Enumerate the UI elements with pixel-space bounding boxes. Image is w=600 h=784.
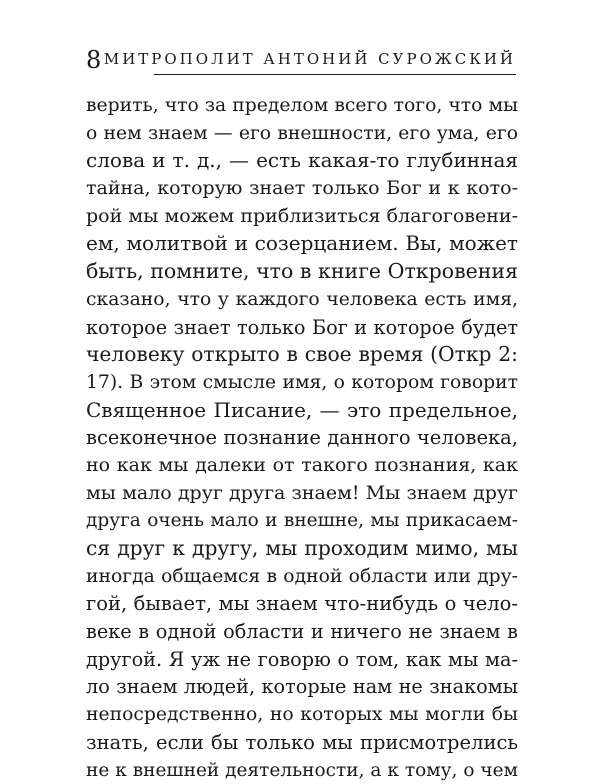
text-line: которое знает только Бог и которое будет: [86, 314, 518, 342]
text-line: ся друг к другу, мы проходим мимо, мы: [86, 535, 518, 563]
body-text: [86, 92, 518, 784]
page-number: 8: [86, 45, 101, 75]
text-line: непосредственно, но которых мы могли бы: [86, 701, 518, 729]
header-rule: [154, 74, 516, 75]
text-line: веке в одной области и ничего не знаем в: [86, 618, 518, 646]
text-line: рой мы можем приблизиться благоговени-: [86, 203, 518, 231]
text-line: гой, бывает, мы знаем что-нибудь о чело-: [86, 590, 518, 618]
text-line: Священное Писание, — это предельное,: [86, 397, 518, 425]
text-line: о нем знаем — его внешности, его ума, его: [86, 120, 518, 148]
text-line: 17). В этом смысле имя, о котором говорит: [86, 369, 518, 397]
text-line: всеконечное познание данного человека,: [86, 424, 518, 452]
text-line: мы мало друг друга знаем! Мы знаем друг: [86, 480, 518, 508]
text-line: другой. Я уж не говорю о том, как мы ма-: [86, 646, 518, 674]
text-line: друга очень мало и внешне, мы прикасаем-: [86, 507, 518, 535]
text-line: не к внешней деятельности, а к тому, о чем: [86, 757, 518, 784]
text-line: слова и т. д., — есть какая-то глубинная: [86, 147, 518, 175]
text-line: иногда общаемся в одной области или дру-: [86, 563, 518, 591]
page-header: [86, 45, 516, 75]
running-title: МИТРОПОЛИТ АНТОНИЙ СУРОЖСКИЙ: [104, 49, 516, 69]
text-line: быть, помните, что в книге Откровения: [86, 258, 518, 286]
text-line: но как мы далеки от такого познания, как: [86, 452, 518, 480]
text-line: тайна, которую знает только Бог и к кото-: [86, 175, 518, 203]
text-line: человеку открыто в свое время (Откр 2:: [86, 341, 518, 369]
text-line: ло знаем людей, которые нам не знакомы: [86, 673, 518, 701]
text-line: знать, если бы только мы присмотрелись: [86, 729, 518, 757]
text-line: ем, молитвой и созерцанием. Вы, может: [86, 230, 518, 258]
text-line: верить, что за пределом всего того, что мы: [86, 92, 518, 120]
text-line: сказано, что у каждого человека есть имя,: [86, 286, 518, 314]
